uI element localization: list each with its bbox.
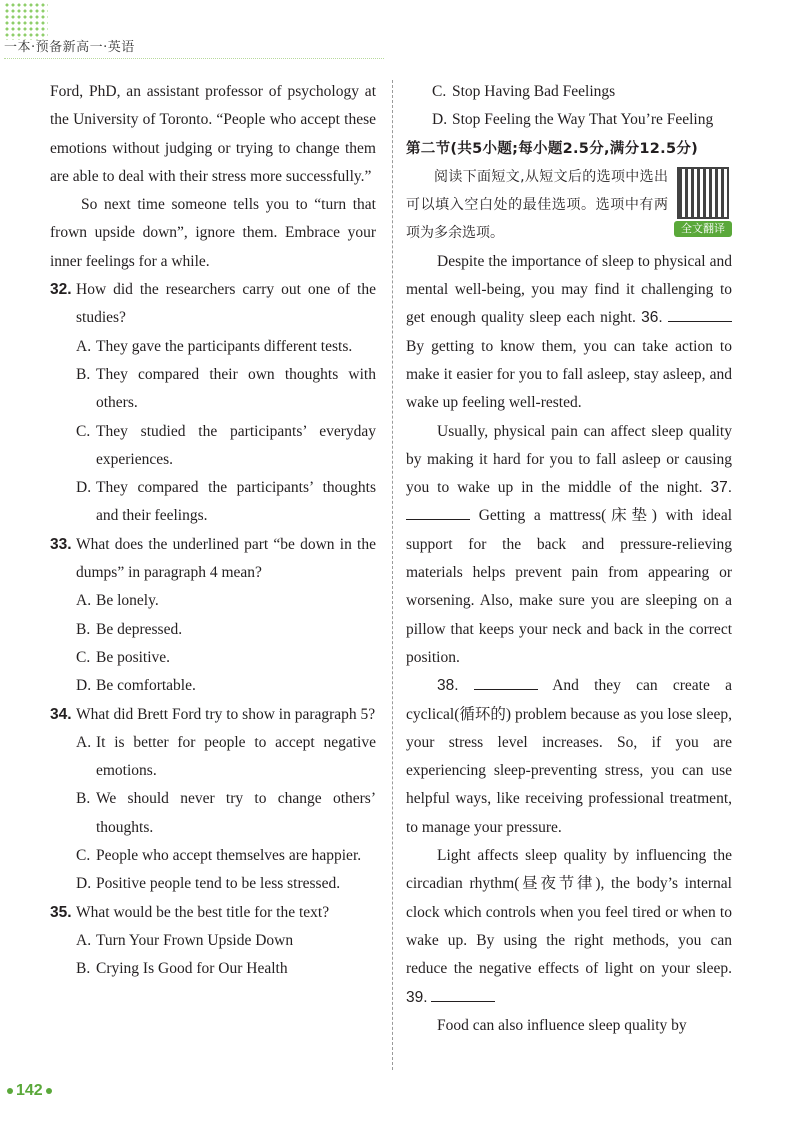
- decorative-dot-grid: [4, 2, 48, 40]
- option-text: Positive people tend to be less stressed.: [96, 875, 341, 893]
- passage-text: Getting a mattress(床垫) with ideal support for the back and pressure-relieving materials helps prevent pain from appearing or worsening. Also, make sure you are sleeping on a pillow that keeps your neck and back in the correct position.: [406, 507, 733, 666]
- option-text: It is better for people to accept negative emotions.: [96, 733, 376, 780]
- question-35: [50, 899, 376, 984]
- option-label: B.: [76, 790, 91, 808]
- option[interactable]: [50, 418, 376, 475]
- option[interactable]: [50, 616, 376, 644]
- answer-blank[interactable]: [406, 503, 470, 520]
- option-label: B.: [76, 960, 91, 978]
- passage-paragraph: [406, 672, 732, 842]
- option[interactable]: [50, 672, 376, 700]
- question-number: 33.: [50, 535, 72, 553]
- option-label: A.: [76, 931, 92, 949]
- option-label: D.: [432, 111, 448, 129]
- blank-number: 36.: [641, 309, 663, 327]
- option[interactable]: [50, 955, 376, 983]
- option-text: People who accept themselves are happier.: [96, 847, 362, 865]
- option-label: A.: [76, 592, 92, 610]
- passage-paragraph: So next time someone tells you to “turn that frown upside down”, ignore them. Embrace your inner feelings for a while.: [50, 196, 376, 270]
- answer-blank[interactable]: [431, 985, 495, 1002]
- option-text: Be comfortable.: [96, 677, 196, 695]
- option-text: They compared the participants’ thoughts and their feelings.: [96, 479, 376, 525]
- option[interactable]: [50, 333, 376, 361]
- option-text: Stop Having Bad Feelings: [452, 83, 616, 100]
- header-divider: [4, 58, 384, 59]
- option-text: Stop Feeling the Way That You’re Feeling: [452, 111, 714, 129]
- question-number: 34.: [50, 705, 72, 723]
- option-text: They gave the participants different tests.: [96, 337, 353, 355]
- option-text: Be lonely.: [96, 592, 159, 610]
- option-label: D.: [76, 875, 92, 893]
- option-label: D.: [76, 479, 92, 497]
- option-label: A.: [76, 337, 92, 355]
- dot-icon: [46, 1088, 52, 1094]
- question-32: [50, 276, 376, 531]
- option[interactable]: [406, 106, 732, 134]
- option-text: They compared their own thoughts with others.: [96, 365, 376, 412]
- column-divider: [392, 80, 393, 1070]
- option[interactable]: [50, 729, 376, 786]
- question-text: How did the researchers carry out one of the studies?: [76, 281, 376, 327]
- instructions-text: 阅读下面短文,从短文后的选项中选出可以填入空白处的最佳选项。选项中有两项为多余选项。: [406, 168, 668, 242]
- question-text: What did Brett Ford try to show in paragraph 5?: [76, 705, 376, 723]
- question-33: [50, 531, 376, 701]
- option-text: Crying Is Good for Our Health: [96, 960, 288, 978]
- question-number: 32.: [50, 281, 72, 299]
- passage-paragraph: [406, 248, 732, 418]
- passage-text: And they can create a cyclical(循环的) problem because as you lose sleep, your stress level increases. So, if you are experiencing sleep-preventing stress, you can use helpful ways, like receiving professional treatment, to manage your pressure.: [406, 677, 732, 836]
- question-34: [50, 701, 376, 899]
- dot-icon: [7, 1088, 13, 1094]
- passage-text: By getting to know them, you can take action to make it easier for you to fall asleep, stay asleep, and wake up feeling well-rested.: [406, 337, 732, 412]
- page-number: [4, 1082, 55, 1100]
- option-text: Turn Your Frown Upside Down: [96, 931, 294, 949]
- answer-blank[interactable]: [474, 673, 538, 690]
- option-text: Be depressed.: [96, 620, 183, 638]
- running-header: 一本·预备新高一·英语: [4, 40, 135, 55]
- passage-paragraph: Food can also influence sleep quality by: [437, 1016, 687, 1034]
- qr-code[interactable]: [674, 167, 732, 237]
- answer-blank[interactable]: [668, 305, 732, 322]
- option[interactable]: [50, 927, 376, 955]
- option-label: C.: [76, 847, 91, 865]
- qr-label: 全文翻译: [674, 221, 732, 237]
- qr-code-icon: [677, 167, 729, 219]
- question-number: 35.: [50, 903, 72, 921]
- option[interactable]: [50, 474, 376, 531]
- option-label: C.: [76, 422, 91, 440]
- option-label: A.: [76, 733, 92, 751]
- option-label: D.: [76, 677, 92, 695]
- passage-text: Despite the importance of sleep to physical and mental well-being, you may find it challenging to get enough quality sleep each night.: [406, 252, 732, 327]
- question-text: What would be the best title for the text?: [76, 903, 330, 921]
- option[interactable]: [50, 361, 376, 418]
- left-column: [50, 78, 376, 984]
- option[interactable]: [50, 587, 376, 615]
- option-text: We should never try to change others’ thoughts.: [96, 790, 376, 836]
- option[interactable]: [50, 644, 376, 672]
- option-label: B.: [76, 620, 91, 638]
- option[interactable]: [50, 870, 376, 898]
- passage-text: Light affects sleep quality by influencing the circadian rhythm(昼夜节律), the body’s internal clock which controls when you feel tired or when to wake up. By using the right methods, you can reduce the negative effects of light on your sleep.: [406, 847, 732, 978]
- question-text: What does the underlined part “be down in the dumps” in paragraph 4 mean?: [76, 535, 376, 582]
- page-number-text: 142: [16, 1082, 43, 1099]
- option[interactable]: [50, 842, 376, 870]
- option[interactable]: [406, 78, 732, 106]
- option-text: They studied the participants’ everyday experiences.: [96, 422, 376, 468]
- option-label: C.: [76, 648, 91, 666]
- right-column: [406, 78, 732, 1040]
- passage-paragraph: Ford, PhD, an assistant professor of psychology at the University of Toronto. “People who accept these emotions without judging or trying to change them are able to deal with their stress more successfully.”: [50, 83, 376, 185]
- passage-text: Usually, physical pain can affect sleep quality by making it hard for you to fall asleep or causing you to wake up in the middle of the night.: [406, 422, 732, 497]
- passage-paragraph: [406, 418, 732, 673]
- instructions-block: [406, 163, 732, 248]
- option-label: B.: [76, 365, 91, 383]
- blank-number: 39.: [406, 988, 428, 1006]
- blank-number: 37.: [710, 479, 733, 497]
- section-title: 第二节(共5小题;每小题2.5分,满分12.5分): [406, 140, 699, 157]
- blank-number: 38.: [437, 677, 459, 695]
- option[interactable]: [50, 785, 376, 842]
- option-text: Be positive.: [96, 648, 171, 666]
- passage-paragraph: [406, 842, 732, 1012]
- option-label: C.: [432, 83, 447, 100]
